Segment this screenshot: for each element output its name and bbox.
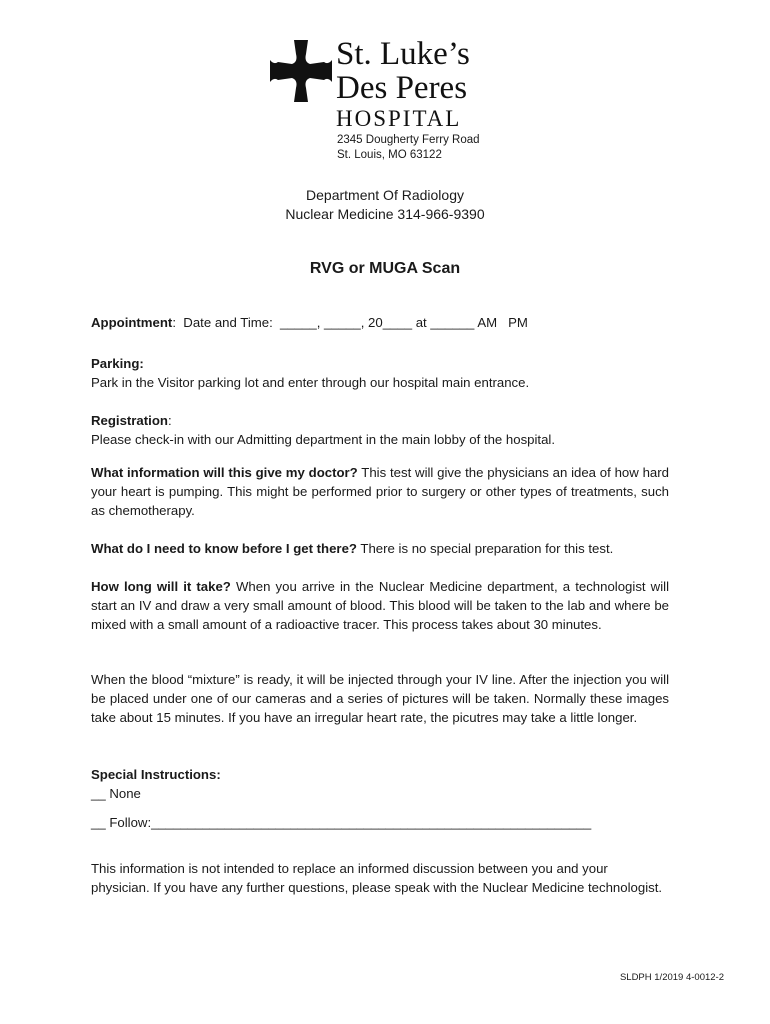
registration-section [91, 411, 669, 449]
what-know-label: What do I need to know before I get there? [91, 541, 357, 556]
what-info-label: What information will this give my doctor? [91, 465, 358, 480]
registration-colon: : [167, 413, 172, 428]
department-phone: Nuclear Medicine 314-966-9390 [285, 206, 485, 222]
hospital-address [337, 133, 480, 163]
logo-name-line3: HOSPITAL [336, 106, 462, 131]
how-long-label: How long will it take? [91, 579, 231, 594]
registration-text: Please check-in with our Admitting department in the main lobby of the hospital. [91, 432, 556, 447]
special-instructions-label: Special Instructions: [91, 767, 221, 782]
logo-name-line2: Des Peres [336, 70, 468, 106]
form-code-footer: SLDPH 1/2019 4-0012-2 [619, 972, 724, 983]
appointment-label: Appointment [91, 315, 173, 330]
parking-text: Park in the Visitor parking lot and enter through our hospital main entrance. [91, 375, 530, 390]
parking-label: Parking: [91, 356, 144, 371]
parking-section [91, 354, 669, 392]
disclaimer-paragraph: This information is not intended to replace an informed discussion between you and your physician. If you have any further questions, please speak with the Nuclear Medicine technologist. [91, 861, 663, 895]
logo-name-line1: St. Luke’s [336, 36, 470, 72]
special-option-none: __ None [91, 786, 141, 801]
how-long-text: When you arrive in the Nuclear Medicine department, a technologist will start an IV and draw a very small amount of blood. This blood will be taken to the lab and where be mixed with a small amount of a radioactive tracer. This process takes about 30 minutes. [91, 579, 669, 632]
what-know-text: There is no special preparation for this test. [356, 541, 614, 556]
hospital-logo [270, 36, 500, 132]
what-info-text: This test will give the physicians an idea of how hard your heart is pumping. This might be performed prior to surgery or other types of treatments, such as chemotherapy. [91, 465, 669, 518]
address-city: St. Louis, MO 63122 [337, 149, 442, 161]
cross-icon [270, 40, 332, 102]
special-option-follow: __ Follow:____________________________________________________________ [91, 815, 592, 830]
registration-label: Registration [91, 413, 168, 428]
appointment-line [91, 313, 669, 332]
document-title: RVG or MUGA Scan [309, 260, 461, 277]
mixture-paragraph: When the blood “mixture” is ready, it will be injected through your IV line. After the injection you will be placed under one of our cameras and a series of pictures will be taken. Normally these images take about 15 minutes. If you have an irregular heart rate, the picutres may take a little longer. [91, 672, 669, 725]
how-long-section [91, 577, 669, 634]
special-instructions-section [91, 765, 669, 832]
appointment-text: : Date and Time: _____, _____, 20____ at ______ AM PM [172, 315, 528, 330]
department-block [0, 186, 770, 224]
address-street: 2345 Dougherty Ferry Road [337, 134, 480, 146]
what-know-section [91, 539, 669, 558]
what-info-section [91, 463, 669, 520]
department-name: Department Of Radiology [306, 187, 464, 203]
